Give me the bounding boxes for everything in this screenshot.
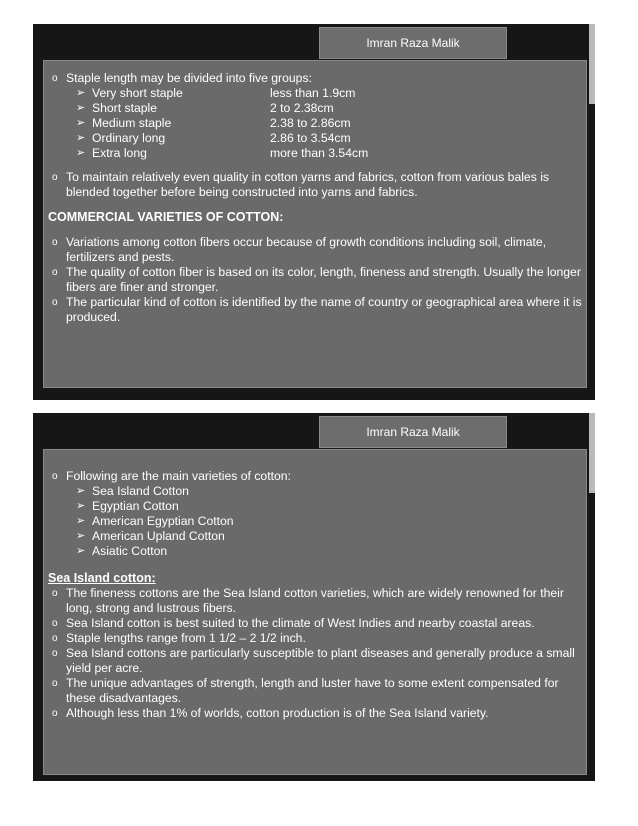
staple-group-item [44,131,586,146]
staple-group-name: ➢ Extra long [92,146,147,160]
list-item: o Staple lengths range from 1 1/2 – 2 1/2 inch. [44,631,586,646]
blend-bullet: o To maintain relatively even quality in cotton yarns and fabrics, cotton from various bales is blended together before being constructed into yarns and fabrics. [44,170,586,200]
slide-content [43,60,587,388]
variety-item: ➢ Sea Island Cotton [44,484,586,499]
author-tab: Imran Raza Malik [319,27,507,59]
variety-item: ➢ Egyptian Cotton [44,499,586,514]
varieties-intro-bullet: o Following are the main varieties of cotton: [44,469,586,484]
staple-group-length: more than 3.54cm [270,146,369,160]
list-item: o Although less than 1% of worlds, cotton production is of the Sea Island variety. [44,706,586,721]
staple-group-length: 2.38 to 2.86cm [270,116,351,130]
staple-group-length: 2 to 2.38cm [270,101,334,115]
variety-item: ➢ American Egyptian Cotton [44,514,586,529]
staple-group-item [44,146,586,161]
accent-bar [589,413,595,493]
variety-item: ➢ Asiatic Cotton [44,544,586,559]
slide-content [43,449,587,775]
accent-bar [589,24,595,104]
list-item: o Sea Island cottons are particularly susceptible to plant diseases and generally produce a small yield per acre. [44,646,586,676]
list-item: o Variations among cotton fibers occur because of growth conditions including soil, climate, fertilizers and pests. [44,235,586,265]
commercial-varieties-heading: COMMERCIAL VARIETIES OF COTTON: [48,210,284,224]
staple-group-item [44,86,586,101]
staple-group-item [44,101,586,116]
sea-island-heading: Sea Island cotton: [48,571,156,585]
variety-item: ➢ American Upland Cotton [44,529,586,544]
list-item: o The fineness cottons are the Sea Island cotton varieties, which are widely renowned for their long, strong and lustrous fibers. [44,586,586,616]
list-item: o Sea Island cotton is best suited to the climate of West Indies and nearby coastal areas. [44,616,586,631]
author-tab: Imran Raza Malik [319,416,507,448]
list-item: o The unique advantages of strength, length and luster have to some extent compensated for these disadvantages. [44,676,586,706]
slide-staple-length [33,24,595,400]
slide-sea-island [33,413,595,781]
staple-group-length: 2.86 to 3.54cm [270,131,351,145]
list-item: o The quality of cotton fiber is based on its color, length, fineness and strength. Usually the longer fibers are finer and stronger. [44,265,586,295]
staple-intro-bullet: o Staple length may be divided into five groups: [44,71,586,86]
staple-group-name: ➢ Very short staple [92,86,183,100]
staple-group-name: ➢ Medium staple [92,116,172,130]
staple-group-length: less than 1.9cm [270,86,356,100]
staple-group-name: ➢ Ordinary long [92,131,166,145]
staple-group-name: ➢ Short staple [92,101,158,115]
list-item: o The particular kind of cotton is identified by the name of country or geographical area where it is produced. [44,295,586,325]
staple-group-item [44,116,586,131]
